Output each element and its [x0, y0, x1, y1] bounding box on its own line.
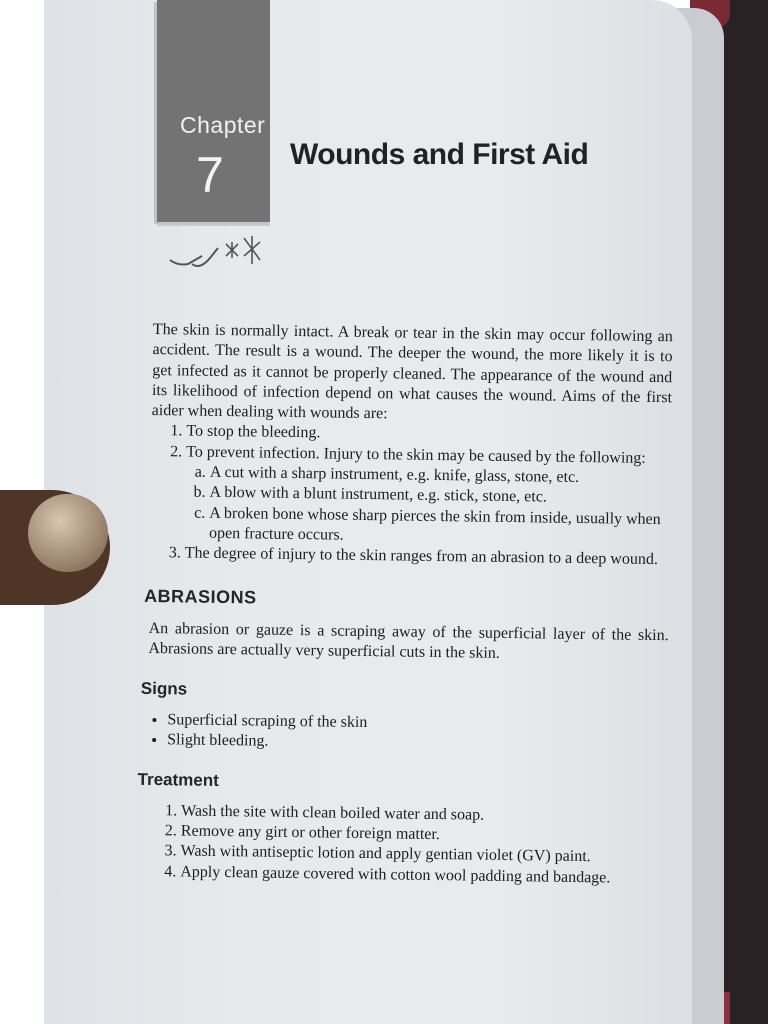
thumb-nail: [28, 494, 108, 572]
signs-list: [147, 710, 668, 758]
aim-item: 3. The degree of injury to the skin ranges from an abrasion to a deep wound.: [185, 544, 670, 571]
cause-item: c. A broken bone whose sharp pierces the skin from inside, usually when open fracture occurs.: [209, 503, 671, 550]
abrasions-heading: ABRASIONS: [144, 585, 257, 608]
treatment-list: [145, 801, 666, 889]
chapter-title: Wounds and First Aid: [290, 138, 589, 171]
aim-item: [185, 442, 671, 550]
treatment-step: 4. Apply clean gauze covered with cotton wool padding and bandage.: [180, 862, 665, 889]
intro-paragraph: The skin is normally intact. A break or tear in the skin may occur following an accident. The result is a wound. The deeper the wound, the more likely it is to get infected as it cannot be properly cleaned. The appearance of the wound and its likelihood of infection depend on what causes the wound. Aims of the first aider when dealing with wounds are:: [151, 320, 673, 423]
cause-item: a. A cut with a sharp instrument, e.g. knife, glass, stone, etc.: [210, 463, 671, 490]
aim-item: 1. To stop the bleeding.: [186, 422, 671, 449]
chapter-number: 7: [196, 147, 224, 203]
signs-heading: Signs: [140, 679, 188, 699]
treatment-step: 3. Wash with antiseptic lotion and apply gentian violet (GV) paint.: [180, 842, 665, 869]
abrasions-paragraph: An abrasion or gauze is a scraping away of the superficial layer of the skin. Abrasions are actually very superficial cuts in the skin.: [148, 619, 669, 663]
sign-item: • Slight bleeding.: [167, 730, 667, 757]
treatment-step: 1. Wash the site with clean boiled water and soap.: [181, 801, 666, 828]
aims-list: [150, 421, 672, 570]
handwritten-tick-mark-icon: [168, 234, 278, 274]
aim-item-text: To prevent infection. Injury to the skin may be caused by the following:: [186, 443, 646, 467]
treatment-step: 2. Remove any girt or other foreign matter.: [181, 821, 666, 848]
chapter-content: [137, 320, 673, 889]
sign-item: • Superficial scraping of the skin: [167, 710, 667, 737]
cause-item: b. A blow with a blunt instrument, e.g. stick, stone, etc.: [209, 483, 670, 510]
treatment-heading: Treatment: [137, 770, 219, 791]
chapter-word: Chapter: [180, 112, 266, 138]
injury-causes-list: [185, 463, 671, 551]
